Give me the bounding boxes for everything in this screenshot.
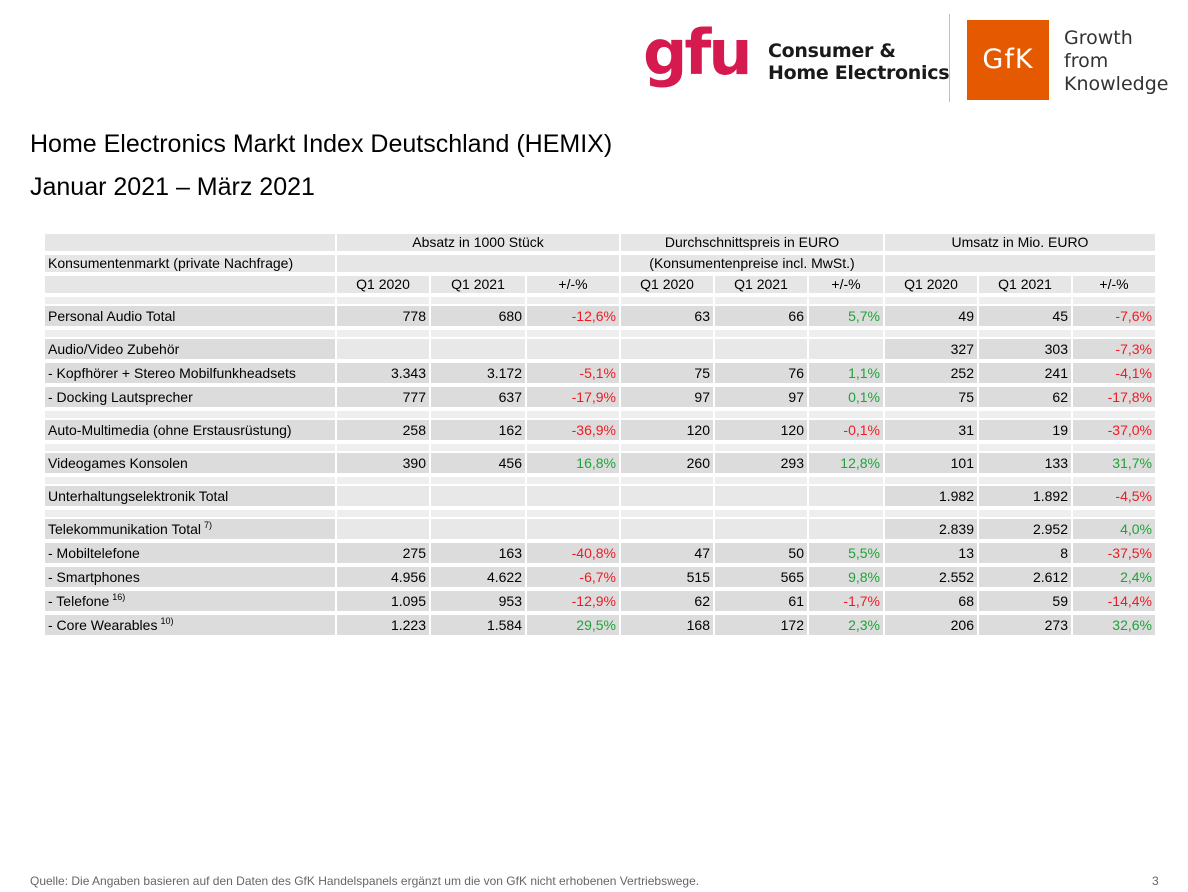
row-label-text: - Kopfhörer + Stereo Mobilfunkheadsets — [48, 365, 296, 381]
spacer-cell — [621, 477, 715, 486]
spacer-cell — [621, 510, 715, 519]
gfu-subtitle-line-2: Home Electronics — [768, 62, 950, 84]
cell-price-change: -1,7% — [809, 591, 885, 615]
cell-revenue-q1-2021: 273 — [979, 615, 1073, 639]
row-label-text: Unterhaltungselektronik Total — [48, 488, 229, 504]
cell-price-change: -0,1% — [809, 420, 885, 444]
cell-revenue-q1-2021: 2.612 — [979, 567, 1073, 591]
cell-sales-q1-2021 — [431, 519, 527, 543]
col-sales-q1-2021: Q1 2021 — [431, 276, 527, 297]
gfu-subtitle-line-1: Consumer & — [768, 40, 896, 62]
cell-sales-change: -17,9% — [527, 387, 621, 411]
cell-sales-q1-2021 — [431, 339, 527, 363]
spacer-cell — [337, 444, 431, 453]
spacer-cell — [885, 297, 979, 306]
cell-revenue-change: 2,4% — [1073, 567, 1157, 591]
cell-price-q1-2020: 515 — [621, 567, 715, 591]
spacer-cell — [621, 297, 715, 306]
gfu-subtitle — [768, 40, 949, 84]
cell-price-change: 9,8% — [809, 567, 885, 591]
gfu-logo: gfu — [643, 16, 750, 89]
table-row — [45, 306, 1157, 330]
spacer-cell — [431, 411, 527, 420]
cell-price-q1-2021 — [715, 519, 809, 543]
cell-revenue-q1-2021: 1.892 — [979, 486, 1073, 510]
spacer-cell — [1073, 297, 1157, 306]
cell-price-q1-2020: 62 — [621, 591, 715, 615]
cell-revenue-change: -4,1% — [1073, 363, 1157, 387]
spacer-cell — [1073, 411, 1157, 420]
cell-price-q1-2021: 61 — [715, 591, 809, 615]
cell-price-change — [809, 519, 885, 543]
cell-sales-q1-2020: 4.956 — [337, 567, 431, 591]
row-label — [45, 591, 337, 615]
spacer-cell — [45, 297, 337, 306]
row-label-text: Personal Audio Total — [48, 308, 176, 324]
spacer-cell — [431, 297, 527, 306]
spacer-cell — [885, 444, 979, 453]
cell-revenue-q1-2020: 2.839 — [885, 519, 979, 543]
cell-price-change: 0,1% — [809, 387, 885, 411]
spacer-cell — [715, 477, 809, 486]
cell-sales-q1-2021 — [431, 486, 527, 510]
cell-sales-change: -12,9% — [527, 591, 621, 615]
spacer-cell — [337, 477, 431, 486]
col-price-change: +/-% — [809, 276, 885, 297]
cell-revenue-q1-2021: 241 — [979, 363, 1073, 387]
row-label — [45, 453, 337, 477]
cell-revenue-q1-2020: 68 — [885, 591, 979, 615]
cell-price-change: 5,7% — [809, 306, 885, 330]
row-label — [45, 306, 337, 330]
cell-revenue-change: 31,7% — [1073, 453, 1157, 477]
header-corner — [45, 234, 337, 255]
row-label — [45, 387, 337, 411]
table-row — [45, 339, 1157, 363]
spacer-cell — [885, 477, 979, 486]
row-label — [45, 567, 337, 591]
spacer-cell — [45, 510, 337, 519]
spacer-cell — [809, 297, 885, 306]
source-note: Quelle: Die Angaben basieren auf den Daten des GfK Handelspanels ergänzt um die von GfK nicht erhobenen Vertriebswege. — [30, 874, 700, 888]
cell-sales-q1-2020 — [337, 486, 431, 510]
cell-sales-change: 16,8% — [527, 453, 621, 477]
table-row — [45, 567, 1157, 591]
cell-sales-q1-2021: 162 — [431, 420, 527, 444]
cell-price-q1-2020: 47 — [621, 543, 715, 567]
table-row — [45, 387, 1157, 411]
cell-price-q1-2021: 565 — [715, 567, 809, 591]
cell-sales-change: -40,8% — [527, 543, 621, 567]
cell-revenue-change: -17,8% — [1073, 387, 1157, 411]
row-label — [45, 339, 337, 363]
cell-sales-q1-2020: 3.343 — [337, 363, 431, 387]
cell-sales-change: -6,7% — [527, 567, 621, 591]
cell-sales-q1-2020: 258 — [337, 420, 431, 444]
col-price-q1-2021: Q1 2021 — [715, 276, 809, 297]
spacer-cell — [979, 444, 1073, 453]
cell-sales-q1-2020: 777 — [337, 387, 431, 411]
spacer-cell — [45, 477, 337, 486]
spacer-cell — [1073, 330, 1157, 339]
row-label-text: - Smartphones — [48, 569, 140, 585]
table-row — [45, 420, 1157, 444]
spacer-cell — [809, 330, 885, 339]
spacer-cell — [809, 411, 885, 420]
col-sales-q1-2020: Q1 2020 — [337, 276, 431, 297]
spacer-cell — [885, 411, 979, 420]
cell-price-q1-2020 — [621, 339, 715, 363]
spacer-cell — [979, 297, 1073, 306]
row-label-text: Videogames Konsolen — [48, 455, 188, 471]
row-label-text: - Docking Lautsprecher — [48, 389, 193, 405]
hemix-table — [45, 234, 1157, 639]
spacer-cell — [431, 330, 527, 339]
header-row-columns — [45, 276, 1157, 297]
cell-price-q1-2020: 260 — [621, 453, 715, 477]
footnote-marker: 10) — [160, 616, 174, 626]
col-price-q1-2020: Q1 2020 — [621, 276, 715, 297]
table-row — [45, 363, 1157, 387]
spacer-cell — [337, 297, 431, 306]
cell-revenue-q1-2021: 303 — [979, 339, 1073, 363]
cell-sales-change — [527, 486, 621, 510]
cell-sales-change: -12,6% — [527, 306, 621, 330]
cell-price-q1-2021: 50 — [715, 543, 809, 567]
spacer-row — [45, 411, 1157, 420]
cell-revenue-q1-2021: 45 — [979, 306, 1073, 330]
table-row — [45, 453, 1157, 477]
cell-revenue-q1-2020: 49 — [885, 306, 979, 330]
spacer-cell — [885, 330, 979, 339]
cell-revenue-q1-2021: 59 — [979, 591, 1073, 615]
cell-price-q1-2021: 97 — [715, 387, 809, 411]
cell-price-q1-2021: 293 — [715, 453, 809, 477]
cell-sales-q1-2021: 3.172 — [431, 363, 527, 387]
row-label — [45, 420, 337, 444]
cell-revenue-q1-2020: 31 — [885, 420, 979, 444]
spacer-cell — [809, 510, 885, 519]
cell-price-q1-2021: 172 — [715, 615, 809, 639]
cell-revenue-q1-2020: 2.552 — [885, 567, 979, 591]
spacer-cell — [715, 510, 809, 519]
cell-sales-q1-2021: 953 — [431, 591, 527, 615]
cell-price-change: 5,5% — [809, 543, 885, 567]
market-label: Konsumentenmarkt (private Nachfrage) — [45, 255, 337, 276]
row-label — [45, 519, 337, 543]
cell-sales-change: -36,9% — [527, 420, 621, 444]
footnote-marker: 16) — [112, 592, 126, 602]
logo-divider — [949, 14, 950, 102]
cell-price-q1-2021 — [715, 486, 809, 510]
cell-sales-change — [527, 519, 621, 543]
cell-revenue-q1-2021: 133 — [979, 453, 1073, 477]
row-label-text: Auto-Multimedia (ohne Erstausrüstung) — [48, 422, 292, 438]
header-label-cell — [45, 276, 337, 297]
spacer-cell — [527, 297, 621, 306]
sales-note-cell — [337, 255, 621, 276]
cell-price-q1-2020 — [621, 486, 715, 510]
row-label-text: Telekommunikation Total — [48, 521, 202, 537]
cell-price-q1-2021 — [715, 339, 809, 363]
spacer-cell — [45, 411, 337, 420]
spacer-cell — [885, 510, 979, 519]
col-revenue-change: +/-% — [1073, 276, 1157, 297]
row-label-text: - Telefone — [48, 593, 110, 609]
spacer-cell — [1073, 477, 1157, 486]
col-revenue-q1-2020: Q1 2020 — [885, 276, 979, 297]
row-label-text: - Mobiltelefone — [48, 545, 140, 561]
cell-price-q1-2020: 97 — [621, 387, 715, 411]
group-revenue-header: Umsatz in Mio. EURO — [885, 234, 1157, 255]
row-label — [45, 543, 337, 567]
spacer-cell — [809, 444, 885, 453]
gfk-tagline — [1064, 27, 1168, 96]
revenue-note-cell — [885, 255, 1157, 276]
cell-price-change — [809, 486, 885, 510]
spacer-cell — [337, 330, 431, 339]
cell-revenue-q1-2020: 327 — [885, 339, 979, 363]
spacer-cell — [431, 444, 527, 453]
page-number: 3 — [1152, 874, 1159, 888]
cell-revenue-q1-2020: 13 — [885, 543, 979, 567]
spacer-cell — [621, 444, 715, 453]
group-sales-header: Absatz in 1000 Stück — [337, 234, 621, 255]
table-row — [45, 543, 1157, 567]
table-row — [45, 591, 1157, 615]
cell-sales-q1-2020: 778 — [337, 306, 431, 330]
cell-revenue-q1-2021: 19 — [979, 420, 1073, 444]
header-row-market — [45, 255, 1157, 276]
cell-revenue-q1-2020: 1.982 — [885, 486, 979, 510]
col-revenue-q1-2021: Q1 2021 — [979, 276, 1073, 297]
cell-price-q1-2020: 75 — [621, 363, 715, 387]
spacer-cell — [979, 510, 1073, 519]
gfk-tagline-line-1: Growth — [1064, 27, 1133, 49]
table-row — [45, 519, 1157, 543]
header-row-groups — [45, 234, 1157, 255]
spacer-row — [45, 297, 1157, 306]
cell-price-change: 2,3% — [809, 615, 885, 639]
spacer-cell — [527, 477, 621, 486]
row-label — [45, 363, 337, 387]
cell-revenue-q1-2021: 2.952 — [979, 519, 1073, 543]
cell-sales-q1-2021: 1.584 — [431, 615, 527, 639]
spacer-cell — [337, 510, 431, 519]
cell-price-change — [809, 339, 885, 363]
spacer-cell — [527, 330, 621, 339]
cell-revenue-q1-2020: 252 — [885, 363, 979, 387]
cell-sales-q1-2020 — [337, 339, 431, 363]
spacer-cell — [715, 444, 809, 453]
cell-sales-q1-2021: 456 — [431, 453, 527, 477]
cell-price-q1-2020 — [621, 519, 715, 543]
cell-sales-q1-2020: 390 — [337, 453, 431, 477]
cell-sales-q1-2021: 680 — [431, 306, 527, 330]
spacer-cell — [621, 411, 715, 420]
cell-revenue-change: -37,5% — [1073, 543, 1157, 567]
table-row — [45, 486, 1157, 510]
spacer-cell — [809, 477, 885, 486]
row-label — [45, 615, 337, 639]
gfk-logo: GfK — [967, 20, 1049, 100]
spacer-row — [45, 444, 1157, 453]
cell-revenue-change: -4,5% — [1073, 486, 1157, 510]
spacer-cell — [621, 330, 715, 339]
cell-sales-q1-2021: 4.622 — [431, 567, 527, 591]
row-label-text: Audio/Video Zubehör — [48, 341, 180, 357]
cell-price-change: 1,1% — [809, 363, 885, 387]
group-price-header: Durchschnittspreis in EURO — [621, 234, 885, 255]
cell-price-q1-2021: 66 — [715, 306, 809, 330]
cell-price-change: 12,8% — [809, 453, 885, 477]
cell-price-q1-2020: 168 — [621, 615, 715, 639]
cell-revenue-change: -7,6% — [1073, 306, 1157, 330]
spacer-cell — [431, 510, 527, 519]
spacer-cell — [527, 510, 621, 519]
spacer-cell — [45, 444, 337, 453]
page-title: Home Electronics Markt Index Deutschland (HEMIX) — [30, 130, 613, 158]
cell-sales-change — [527, 339, 621, 363]
col-sales-change: +/-% — [527, 276, 621, 297]
gfk-tagline-line-3: Knowledge — [1064, 73, 1169, 95]
cell-revenue-q1-2021: 8 — [979, 543, 1073, 567]
cell-price-q1-2020: 63 — [621, 306, 715, 330]
page-subtitle: Januar 2021 – März 2021 — [30, 173, 315, 201]
spacer-cell — [1073, 510, 1157, 519]
spacer-cell — [431, 477, 527, 486]
cell-revenue-change: -14,4% — [1073, 591, 1157, 615]
cell-revenue-q1-2020: 206 — [885, 615, 979, 639]
spacer-row — [45, 330, 1157, 339]
cell-revenue-change: -37,0% — [1073, 420, 1157, 444]
spacer-cell — [715, 411, 809, 420]
spacer-row — [45, 510, 1157, 519]
spacer-cell — [337, 411, 431, 420]
table-row — [45, 615, 1157, 639]
spacer-cell — [1073, 444, 1157, 453]
spacer-cell — [979, 411, 1073, 420]
spacer-cell — [527, 411, 621, 420]
spacer-row — [45, 477, 1157, 486]
cell-revenue-change: 32,6% — [1073, 615, 1157, 639]
cell-sales-change: -5,1% — [527, 363, 621, 387]
gfk-tagline-line-2: from — [1064, 50, 1109, 72]
row-label — [45, 486, 337, 510]
cell-revenue-q1-2020: 101 — [885, 453, 979, 477]
row-label-text: - Core Wearables — [48, 617, 158, 633]
cell-sales-q1-2020 — [337, 519, 431, 543]
cell-sales-q1-2021: 637 — [431, 387, 527, 411]
spacer-cell — [527, 444, 621, 453]
cell-price-q1-2021: 76 — [715, 363, 809, 387]
spacer-cell — [979, 330, 1073, 339]
spacer-cell — [979, 477, 1073, 486]
cell-price-q1-2020: 120 — [621, 420, 715, 444]
spacer-cell — [45, 330, 337, 339]
cell-sales-q1-2020: 1.223 — [337, 615, 431, 639]
cell-sales-change: 29,5% — [527, 615, 621, 639]
cell-sales-q1-2020: 275 — [337, 543, 431, 567]
cell-sales-q1-2021: 163 — [431, 543, 527, 567]
footnote-marker: 7) — [204, 520, 213, 530]
price-note: (Konsumentenpreise incl. MwSt.) — [621, 255, 885, 276]
cell-sales-q1-2020: 1.095 — [337, 591, 431, 615]
cell-revenue-change: -7,3% — [1073, 339, 1157, 363]
cell-revenue-q1-2021: 62 — [979, 387, 1073, 411]
spacer-cell — [715, 330, 809, 339]
cell-price-q1-2021: 120 — [715, 420, 809, 444]
spacer-cell — [715, 297, 809, 306]
cell-revenue-change: 4,0% — [1073, 519, 1157, 543]
cell-revenue-q1-2020: 75 — [885, 387, 979, 411]
